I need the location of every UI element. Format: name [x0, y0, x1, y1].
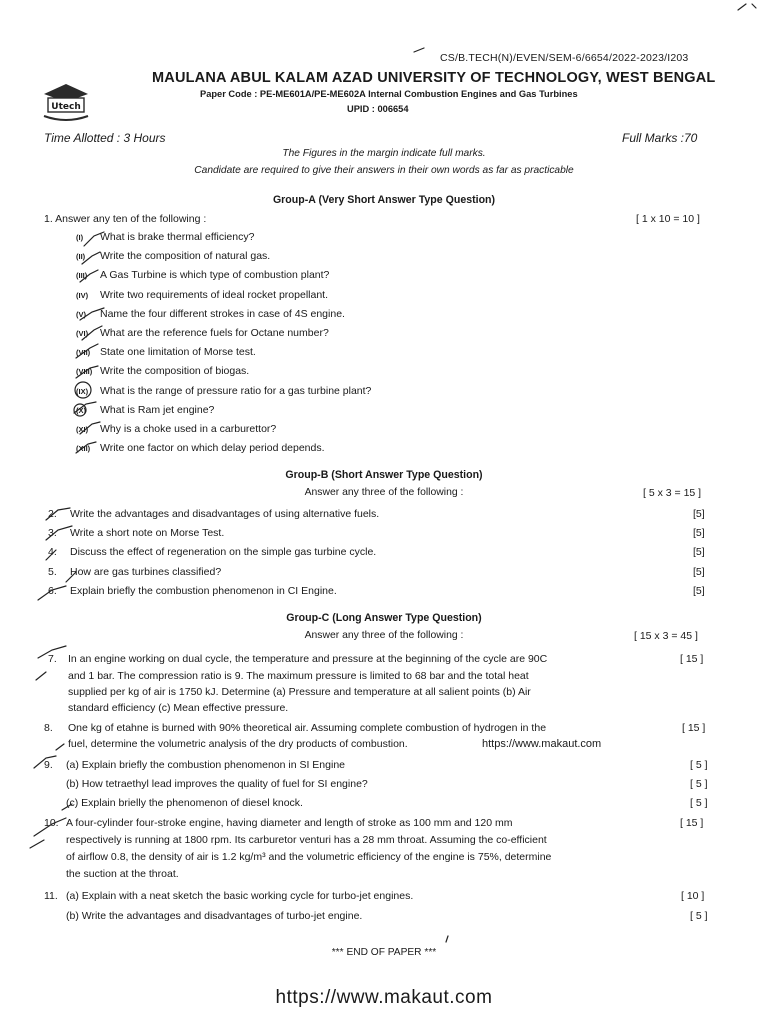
question-marks: [ 15 ] [682, 722, 706, 734]
group-c-marks: [ 15 x 3 = 45 ] [634, 630, 698, 642]
question-number: 3. [48, 527, 57, 539]
item-text: Write two requirements of ideal rocket propellant. [100, 289, 328, 301]
question-text: Write the advantages and disadvantages of using alternative fuels. [70, 508, 380, 520]
question-marks: [5] [693, 546, 705, 558]
item-number: (I) [76, 233, 84, 242]
question-number: 7. [48, 653, 57, 665]
footer-url: https://www.makaut.com [275, 987, 493, 1008]
question-marks: [5] [693, 527, 705, 539]
item-text: What is Ram jet engine? [100, 404, 215, 416]
item-text: Write one factor on which delay period depends. [100, 442, 325, 454]
question-marks: [ 15 ] [680, 817, 704, 829]
question-number: 6. [48, 585, 57, 597]
group-a-instruction: 1. Answer any ten of the following : [44, 213, 207, 225]
question-line: standard efficiency (c) Mean effective pressure. [68, 702, 289, 714]
question-marks: [ 15 ] [680, 653, 704, 665]
question-text: Discuss the effect of regeneration on the simple gas turbine cycle. [70, 546, 377, 558]
item-text: A Gas Turbine is which type of combustion plant? [100, 269, 330, 281]
question-marks: [5] [693, 585, 705, 597]
instruction-note-1: The Figures in the margin indicate full marks. [282, 148, 486, 159]
item-text: What is brake thermal efficiency? [100, 231, 255, 243]
question-number: 10. [44, 817, 59, 829]
item-number: (VI) [76, 329, 89, 338]
svg-text:Utech: Utech [51, 102, 81, 112]
question-number: 5. [48, 566, 57, 578]
item-number: (IX) [76, 387, 89, 396]
question-subpart: (a) Explain with a neat sketch the basic working cycle for turbo-jet engines. [66, 890, 414, 902]
item-text: What is the range of pressure ratio for a gas turbine plant? [100, 385, 372, 397]
question-line: supplied per kg of air is 1750 kJ. Determine (a) Pressure and temperature at all salient points (b) Air [68, 686, 531, 698]
question-text: How are gas turbines classified? [70, 566, 222, 578]
question-subpart: (c) Explain brielly the phenomenon of diesel knock. [66, 797, 303, 809]
item-number: (XI) [76, 425, 89, 434]
question-subpart: (a) Explain briefly the combustion phenomenon in SI Engine [66, 759, 345, 771]
question-marks: [ 5 ] [690, 759, 708, 771]
university-name: MAULANA ABUL KALAM AZAD UNIVERSITY OF TECHNOLOGY, WEST BENGAL [152, 70, 716, 86]
question-marks: [ 5 ] [690, 910, 708, 922]
item-text: Name the four different strokes in case of 4S engine. [100, 308, 345, 320]
question-line: the suction at the throat. [66, 868, 179, 880]
item-number: (VIII) [76, 367, 93, 376]
item-number: (XII) [76, 444, 91, 453]
question-line: respectively is running at 1800 rpm. Its carburetor venturi has a 28 mm throat. Assuming the co-efficient [66, 834, 547, 846]
paper-reference-code: CS/B.TECH(N)/EVEN/SEM-6/6654/2022-2023/I203 [440, 52, 689, 64]
item-number: (IV) [76, 291, 89, 300]
item-number: (III) [76, 271, 88, 280]
item-text: Write the composition of natural gas. [100, 250, 271, 262]
item-text: What are the reference fuels for Octane number? [100, 327, 329, 339]
group-b-title: Group-B (Short Answer Type Question) [285, 469, 483, 481]
question-line: of airflow 0.8, the density of air is 1.2 kg/m³ and the volumetric efficiency of the engine is 75%, determine [66, 851, 552, 863]
end-of-paper: *** END OF PAPER *** [331, 947, 437, 958]
item-text: Write the composition of biogas. [100, 365, 250, 377]
item-number: (II) [76, 252, 86, 261]
question-number: 8. [44, 722, 53, 734]
question-line: A four-cylinder four-stroke engine, having diameter and length of stroke as 100 mm and 120 mm [66, 817, 513, 829]
question-line: fuel, determine the volumetric analysis of the dry products of combustion. [68, 738, 408, 750]
item-number: (V) [76, 310, 86, 319]
question-subpart: (b) How tetraethyl lead improves the quality of fuel for SI engine? [66, 778, 368, 790]
item-text: State one limitation of Morse test. [100, 346, 256, 358]
question-number: 4. [48, 546, 57, 558]
item-text: Why is a choke used in a carburettor? [100, 423, 277, 435]
group-a-marks: [ 1 x 10 = 10 ] [636, 213, 700, 225]
question-number: 11. [44, 890, 58, 902]
group-b-instruction: Answer any three of the following : [304, 487, 464, 498]
item-number: (X) [76, 406, 86, 415]
question-number: 2. [48, 508, 57, 520]
question-marks: [5] [693, 508, 705, 520]
item-number: (VII) [76, 348, 91, 357]
upid: UPID : 006654 [347, 104, 409, 114]
group-b-marks: [ 5 x 3 = 15 ] [643, 487, 702, 499]
question-line: and 1 bar. The compression ratio is 9. The maximum pressure is limited to 68 bar and the total heat [68, 670, 529, 682]
question-marks: [ 10 ] [681, 890, 705, 902]
question-line: In an engine working on dual cycle, the temperature and pressure at the beginning of the cycle are 90C [68, 653, 548, 665]
question-text: Explain briefly the combustion phenomenon in CI Engine. [70, 585, 337, 597]
paper-code: Paper Code : PE-ME601A/PE-ME602A Internal Combustion Engines and Gas Turbines [200, 89, 578, 99]
question-marks: [ 5 ] [690, 797, 708, 809]
group-c-title: Group-C (Long Answer Type Question) [286, 612, 482, 624]
group-a-title: Group-A (Very Short Answer Type Question) [272, 194, 496, 206]
full-marks: Full Marks :70 [622, 131, 698, 145]
question-number: 9. [44, 759, 53, 771]
question-marks: [ 5 ] [690, 778, 708, 790]
inline-url: https://www.makaut.com [482, 738, 602, 750]
question-marks: [5] [693, 566, 705, 578]
question-text: Write a short note on Morse Test. [70, 527, 225, 539]
group-c-instruction: Answer any three of the following : [304, 630, 464, 641]
question-line: One kg of etahne is burned with 90% theoretical air. Assuming complete combustion of hydrogen in the [68, 722, 547, 734]
question-subpart: (b) Write the advantages and disadvantages of turbo-jet engine. [66, 910, 363, 922]
instruction-note-2: Candidate are required to give their answers in their own words as far as practicable [194, 165, 574, 176]
time-allotted: Time Allotted : 3 Hours [44, 131, 166, 145]
